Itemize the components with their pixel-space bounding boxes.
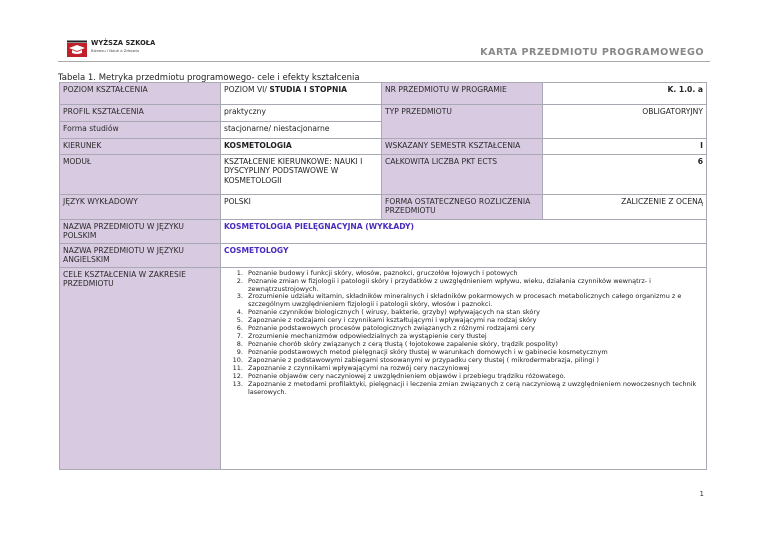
nazwa-pl-value: KOSMETOLOGIA PIELĘGNACYJNA (WYKŁADY) <box>221 220 707 244</box>
cele-item: 8. Poznanie chorób skóry związanych z cerą tłustą ( łojotokowe zapalenie skóry, trądzik pospolity) <box>245 341 703 349</box>
cele-list <box>224 270 703 397</box>
typ-value: OBLIGATORYJNY <box>543 105 707 139</box>
logo-title: WYŻSZA SZKOŁA <box>91 39 156 47</box>
cele-item: 6. Poznanie podstawowych procesów patologicznych związanych z różnymi rodzajami cery <box>245 325 703 333</box>
document-title: KARTA PRZEDMIOTU PROGRAMOWEGO <box>480 47 704 58</box>
cele-item: 13. Zapoznanie z metodami profilaktyki, pielęgnacji i leczenia zmian związanych z cerą naczyniową z uwzględnieniem nowoczesnych technik laserowych. <box>245 381 703 397</box>
ects-value: 6 <box>543 155 707 195</box>
jezyk-value: POLSKI <box>221 195 382 220</box>
cele-item: 10. Zapoznanie z podstawowymi zabiegami stosowanymi w przypadku cery tłustej ( mikrodermabrazja, pilingi ) <box>245 357 703 365</box>
nr-label: NR PRZEDMIOTU W PROGRAMIE <box>382 83 543 105</box>
cele-item: 7. Zrozumienie mechanizmów odpowiedzialnych za wystąpienie cery tłustej <box>245 333 703 341</box>
course-metrics-table <box>59 82 707 470</box>
cele-item: 1. Poznanie budowy i funkcji skóry, włosów, paznokci, gruczołów łojowych i potowych <box>245 270 703 278</box>
kierunek-label: KIERUNEK <box>60 139 221 155</box>
cele-item: 12. Poznanie objawów cery naczyniowej z uwzględnieniem objawów i przebiegu trądziku różowatego. <box>245 373 703 381</box>
nazwa-en-label: NAZWA PRZEDMIOTU W JĘZYKU ANGIELSKIM <box>60 243 221 267</box>
header-divider <box>58 61 710 62</box>
modul-label: MODUŁ <box>60 155 221 195</box>
forma-zal-label: FORMA OSTATECZNEGO ROZLICZENIA PRZEDMIOTU <box>382 195 543 220</box>
forma-label: Forma studiów <box>60 122 221 139</box>
ects-label: CAŁKOWITA LICZBA PKT ECTS <box>382 155 543 195</box>
typ-label: TYP PRZEDMIOTU <box>382 105 543 139</box>
forma-value: stacjonarne/ niestacjonarne <box>221 122 382 139</box>
page-number: 1 <box>699 490 704 498</box>
profil-value: praktyczny <box>221 105 382 122</box>
cele-item: 9. Poznanie podstawowych metod pielęgnacji skóry tłustej w warunkach domowych i w gabinecie kosmetycznym <box>245 349 703 357</box>
table-caption: Tabela 1. Metryka przedmiotu programowego- cele i efekty kształcenia <box>58 73 360 83</box>
school-logo-icon <box>66 40 88 58</box>
cele-item: 11. Zapoznanie z czynnikami wpływającymi na rozwój cery naczyniowej <box>245 365 703 373</box>
forma-zal-value: ZALICZENIE Z OCENĄ <box>543 195 707 220</box>
cele-item: 3. Zrozumienie udziału witamin, składników mineralnych i składników pokarmowych w procesach metabolicznych całego organizmu z e szczególnym uwzględnieniem fizjologii i patologii skóry, włosów i paznokci. <box>245 293 703 309</box>
cele-label: CELE KSZTAŁCENIA W ZAKRESIE PRZEDMIOTU <box>60 267 221 469</box>
cele-item: 4. Poznanie czynników biologicznych ( wirusy, bakterie, grzyby) wpływających na stan skóry <box>245 309 703 317</box>
kierunek-value: KOSMETOLOGIA <box>221 139 382 155</box>
logo-subtitle: Biznesu i Nauk o Zdrowiu <box>91 48 140 53</box>
modul-value: KSZTAŁCENIE KIERUNKOWE: NAUKI I DYSCYPLINY PODSTAWOWE W KOSMETOLOGII <box>221 155 382 195</box>
cele-item: 2. Poznanie zmian w fizjologii i patologii skóry i przydatków z uwzględnieniem wpływu, wieku, działania czynników wewnątrz- i zewnątrzustrojowych. <box>245 278 703 294</box>
semestr-value: I <box>543 139 707 155</box>
profil-label: PROFIL KSZTAŁCENIA <box>60 105 221 122</box>
semestr-label: WSKAZANY SEMESTR KSZTAŁCENIA <box>382 139 543 155</box>
cele-item: 5. Zapoznanie z rodzajami cery i czynnikami kształtującymi i wpływającymi na rodzaj skóry <box>245 317 703 325</box>
poziom-label: POZIOM KSZTAŁCENIA <box>60 83 221 105</box>
poziom-value-bold: STUDIA I STOPNIA <box>269 85 348 94</box>
poziom-value <box>221 83 382 105</box>
cele-cell <box>221 267 707 469</box>
nazwa-en-value: COSMETOLOGY <box>221 243 707 267</box>
nazwa-pl-label: NAZWA PRZEDMIOTU W JĘZYKU POLSKIM <box>60 220 221 244</box>
school-logo <box>66 38 158 62</box>
nr-value: K. 1.0. a <box>543 83 707 105</box>
jezyk-label: JĘZYK WYKŁADOWY <box>60 195 221 220</box>
poziom-value-prefix: POZIOM VI/ <box>224 85 270 94</box>
